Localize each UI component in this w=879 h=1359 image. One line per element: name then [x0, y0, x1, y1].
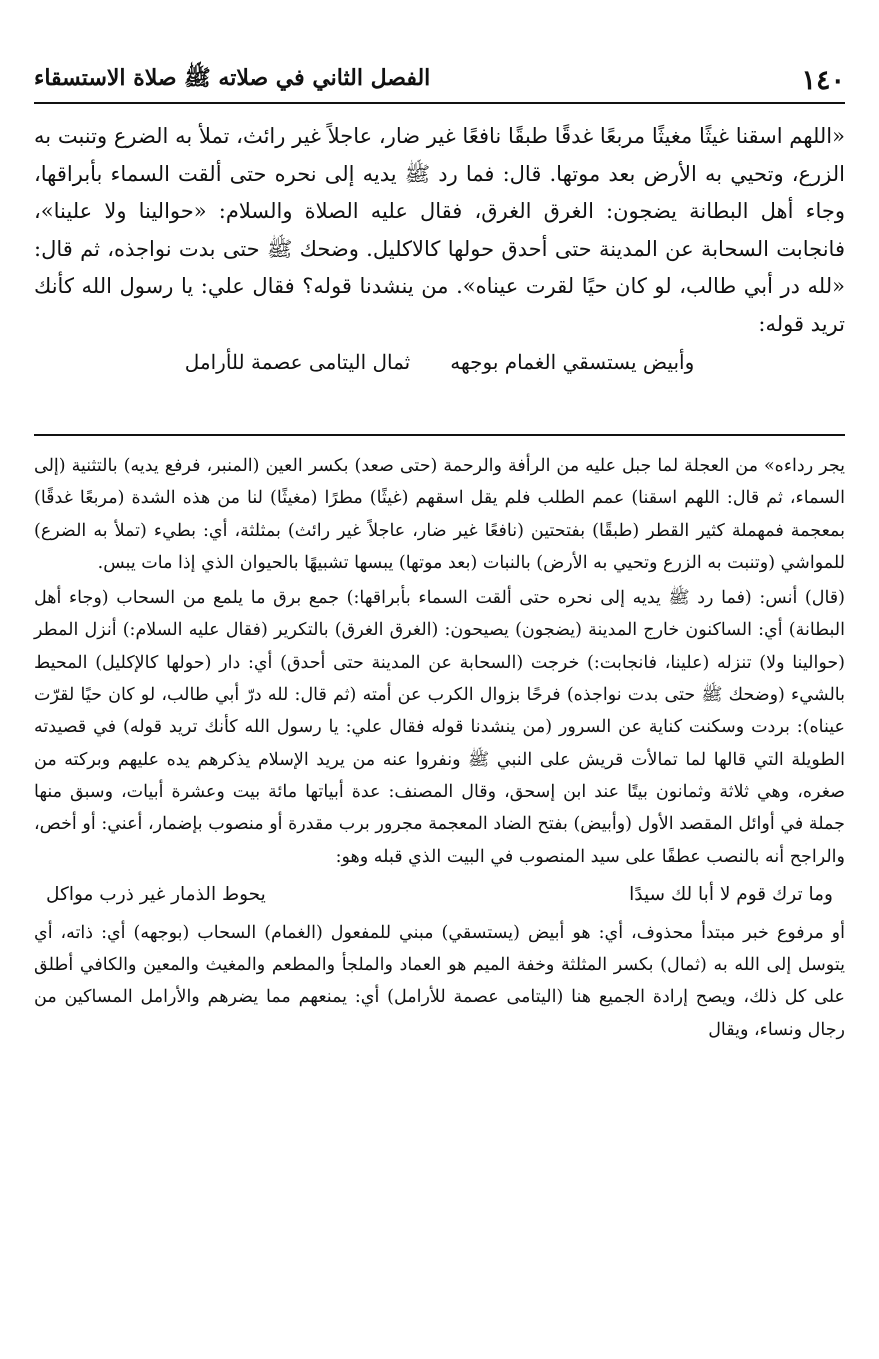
verse-first-hemistich: وأبيض يستسقي الغمام بوجهه: [450, 350, 695, 374]
commentary-paragraph-1: يجر رداءه» من العجلة لما جبل عليه من الرأفة والرحمة (حتى صعد) بكسر العين (المنبر، فرفع يديه) بالتثنية (إلى السماء، ثم قال: اللهم اسقنا) عمم الطلب فلم يقل اسقهم (غيثًا) مطرًا (مغيثًا) لنا من هذه الشدة (مربعًا غدقًا) بمعجمة فمهملة كثير القطر (طبقًا) بفتحتين (نافعًا غير ضار، عاجلاً غير رائث) بمثلثة، أي: بطيء (تملأ به الضرع) للمواشي (وتنبت به الزرع وتحيي به الأرض) بالنبات (بعد موتها) يبسها تشبيهًا بالحيوان الذي إذا مات يبس.: [34, 456, 845, 573]
hadith-verse: [34, 343, 845, 381]
verse-second-hemistich: ثمال اليتامى عصمة للأرامل: [184, 350, 411, 374]
commentary-verse: [34, 875, 845, 915]
commentary-paragraph-2: (قال) أنس: (فما رد ﷺ يديه إلى نحره حتى ألقت السماء بأبراقها:) جمع برق ما يلمع من السحاب (وجاء أهل البطانة) أي: الساكنون خارج المدينة (يضجون) يصيحون: (الغرق الغرق) بالتكرير (فقال عليه السلام:) أنزل المطر (حوالينا ولا) تنزله (علينا، فانجابت:) خرجت (السحابة عن المدينة حتى أحدق) أي: دار (حولها كالإكليل) المحيط بالشيء (وضحك ﷺ حتى بدت نواجذه) فرحًا بزوال الكرب عن أمته (ثم قال: لله درّ أبي طالب، لو كان حيًا لقرّت عيناه): بردت وسكنت كناية عن السرور (من ينشدنا قوله فقال علي: يا رسول الله كأنك تريد قوله) في قصيدته الطويلة التي قالها لما تمالأت قريش على النبي ﷺ ونفروا عنه من يريد الإسلام يذكرهم يده عليهم وبركته من صغره، وهي ثلاثة وثمانون بيتًا عند ابن إسحق، وقال المصنف: عدة أبياتها مائة بيت وعشرة أبيات، وسبق منها جملة في أوائل المقصد الأول (وأبيض) بفتح الضاد المعجمة مجرور برب مقدرة أو منصوب بإضمار، أعني: أو أخص، والراجح أنه بالنصب عطفًا على سيد المنصوب في البيت الذي قبله وهو:: [34, 588, 845, 867]
commentary-verse-first: وما ترك قوم لا أبا لك سيدًا: [629, 883, 833, 905]
chapter-title: الفصل الثاني في صلاته ﷺ صلاة الاستسقاء: [34, 65, 431, 91]
commentary-block: [34, 450, 845, 1046]
commentary-verse-second: يحوط الذمار غير ذرب مواكل: [46, 883, 266, 905]
commentary-paragraph-3: أو مرفوع خبر مبتدأ محذوف، أي: هو أبيض (يستسقي) مبني للمفعول (الغمام) السحاب (بوجهه) أي: ذاته، أي يتوسل إلى الله به (ثمال) بكسر المثلثة وخفة الميم هو العماد والملجأ والمطعم والمغيث والمعين والكافي أطلق على كل ذلك، ويصح إرادة الجميع هنا (اليتامى عصمة للأرامل) أي: يمنعهم مما يضرهم والأرامل المساكين من رجال ونساء، ويقال: [34, 922, 845, 1040]
hadith-text-block: [34, 118, 845, 381]
page-header: [34, 58, 845, 104]
hadith-paragraph: «اللهم اسقنا غيثًا مغيثًا مربعًا غدقًا طبقًا نافعًا غير ضار، عاجلاً غير رائث، تملأ به الضرع وتنبت به الزرع، وتحيي به الأرض بعد موتها. قال: فما رد ﷺ يديه إلى نحره حتى ألقت السماء بأبراقها، وجاء أهل البطانة يضجون: الغرق الغرق، فقال عليه الصلاة والسلام: «حوالينا ولا علينا»، فانجابت السحابة عن المدينة حتى أحدق حولها كالاكليل. وضحك ﷺ حتى بدت نواجذه، ثم قال: «لله در أبي طالب، لو كان حيًا لقرت عيناه». من ينشدنا قوله؟ فقال علي: يا رسول الله كأنك تريد قوله:: [34, 124, 845, 336]
section-divider: [34, 434, 845, 436]
page-number: ١٤٠: [801, 65, 845, 96]
